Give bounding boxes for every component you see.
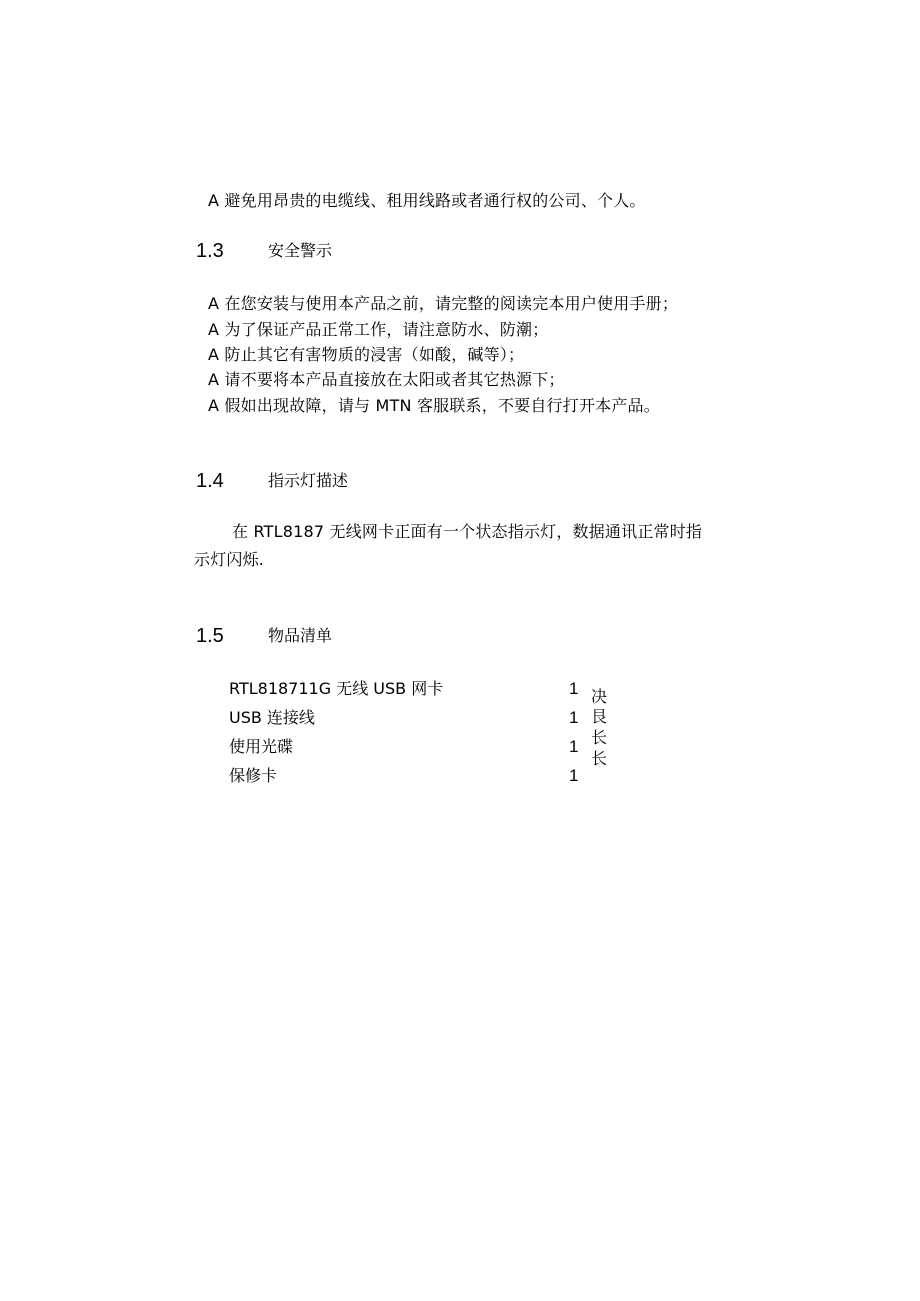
list-item-unit: 决	[590, 687, 607, 706]
safety-bullet: A 请不要将本产品直接放在太阳或者其它热源下；	[208, 370, 565, 389]
section-number: 1.3	[196, 240, 224, 262]
list-item-unit: 长	[590, 749, 607, 768]
section-number: 1.5	[196, 625, 224, 647]
list-item-qty: 1	[569, 708, 579, 727]
section-title: 指示灯描述	[268, 471, 349, 490]
list-item-name: RTL818711G 无线 USB 网卡	[229, 679, 444, 698]
bullet-avoid-cost: A 避免用昂贵的电缆线、租用线路或者通行权的公司、个人。	[208, 191, 646, 210]
section-number: 1.4	[196, 470, 224, 492]
indicator-paragraph-line2: 示灯闪烁.	[194, 550, 265, 569]
list-item-qty: 1	[569, 766, 579, 785]
safety-bullet: A 在您安装与使用本产品之前，请完整的阅读完本用户使用手册；	[208, 294, 679, 313]
list-item-name: USB 连接线	[229, 708, 315, 727]
section-title: 物品清单	[268, 626, 333, 645]
safety-bullet: A 假如出现故障，请与 MTN 客服联系，不要自行打开本产品。	[208, 396, 660, 415]
list-item-unit: 艮	[590, 707, 607, 726]
indicator-paragraph-line1: 在 RTL8187 无线网卡正面有一个状态指示灯，数据通讯正常时指	[232, 522, 703, 541]
list-item-name: 使用光碟	[229, 737, 294, 756]
list-item-qty: 1	[569, 737, 579, 756]
list-item-name: 保修卡	[229, 766, 278, 785]
list-item-unit: 长	[590, 728, 607, 747]
safety-bullet: A 防止其它有害物质的浸害（如酸，碱等）；	[208, 345, 525, 364]
safety-bullet: A 为了保证产品正常工作，请注意防水、防潮；	[208, 320, 549, 339]
list-item-qty: 1	[569, 679, 579, 698]
section-title: 安全警示	[268, 241, 333, 260]
